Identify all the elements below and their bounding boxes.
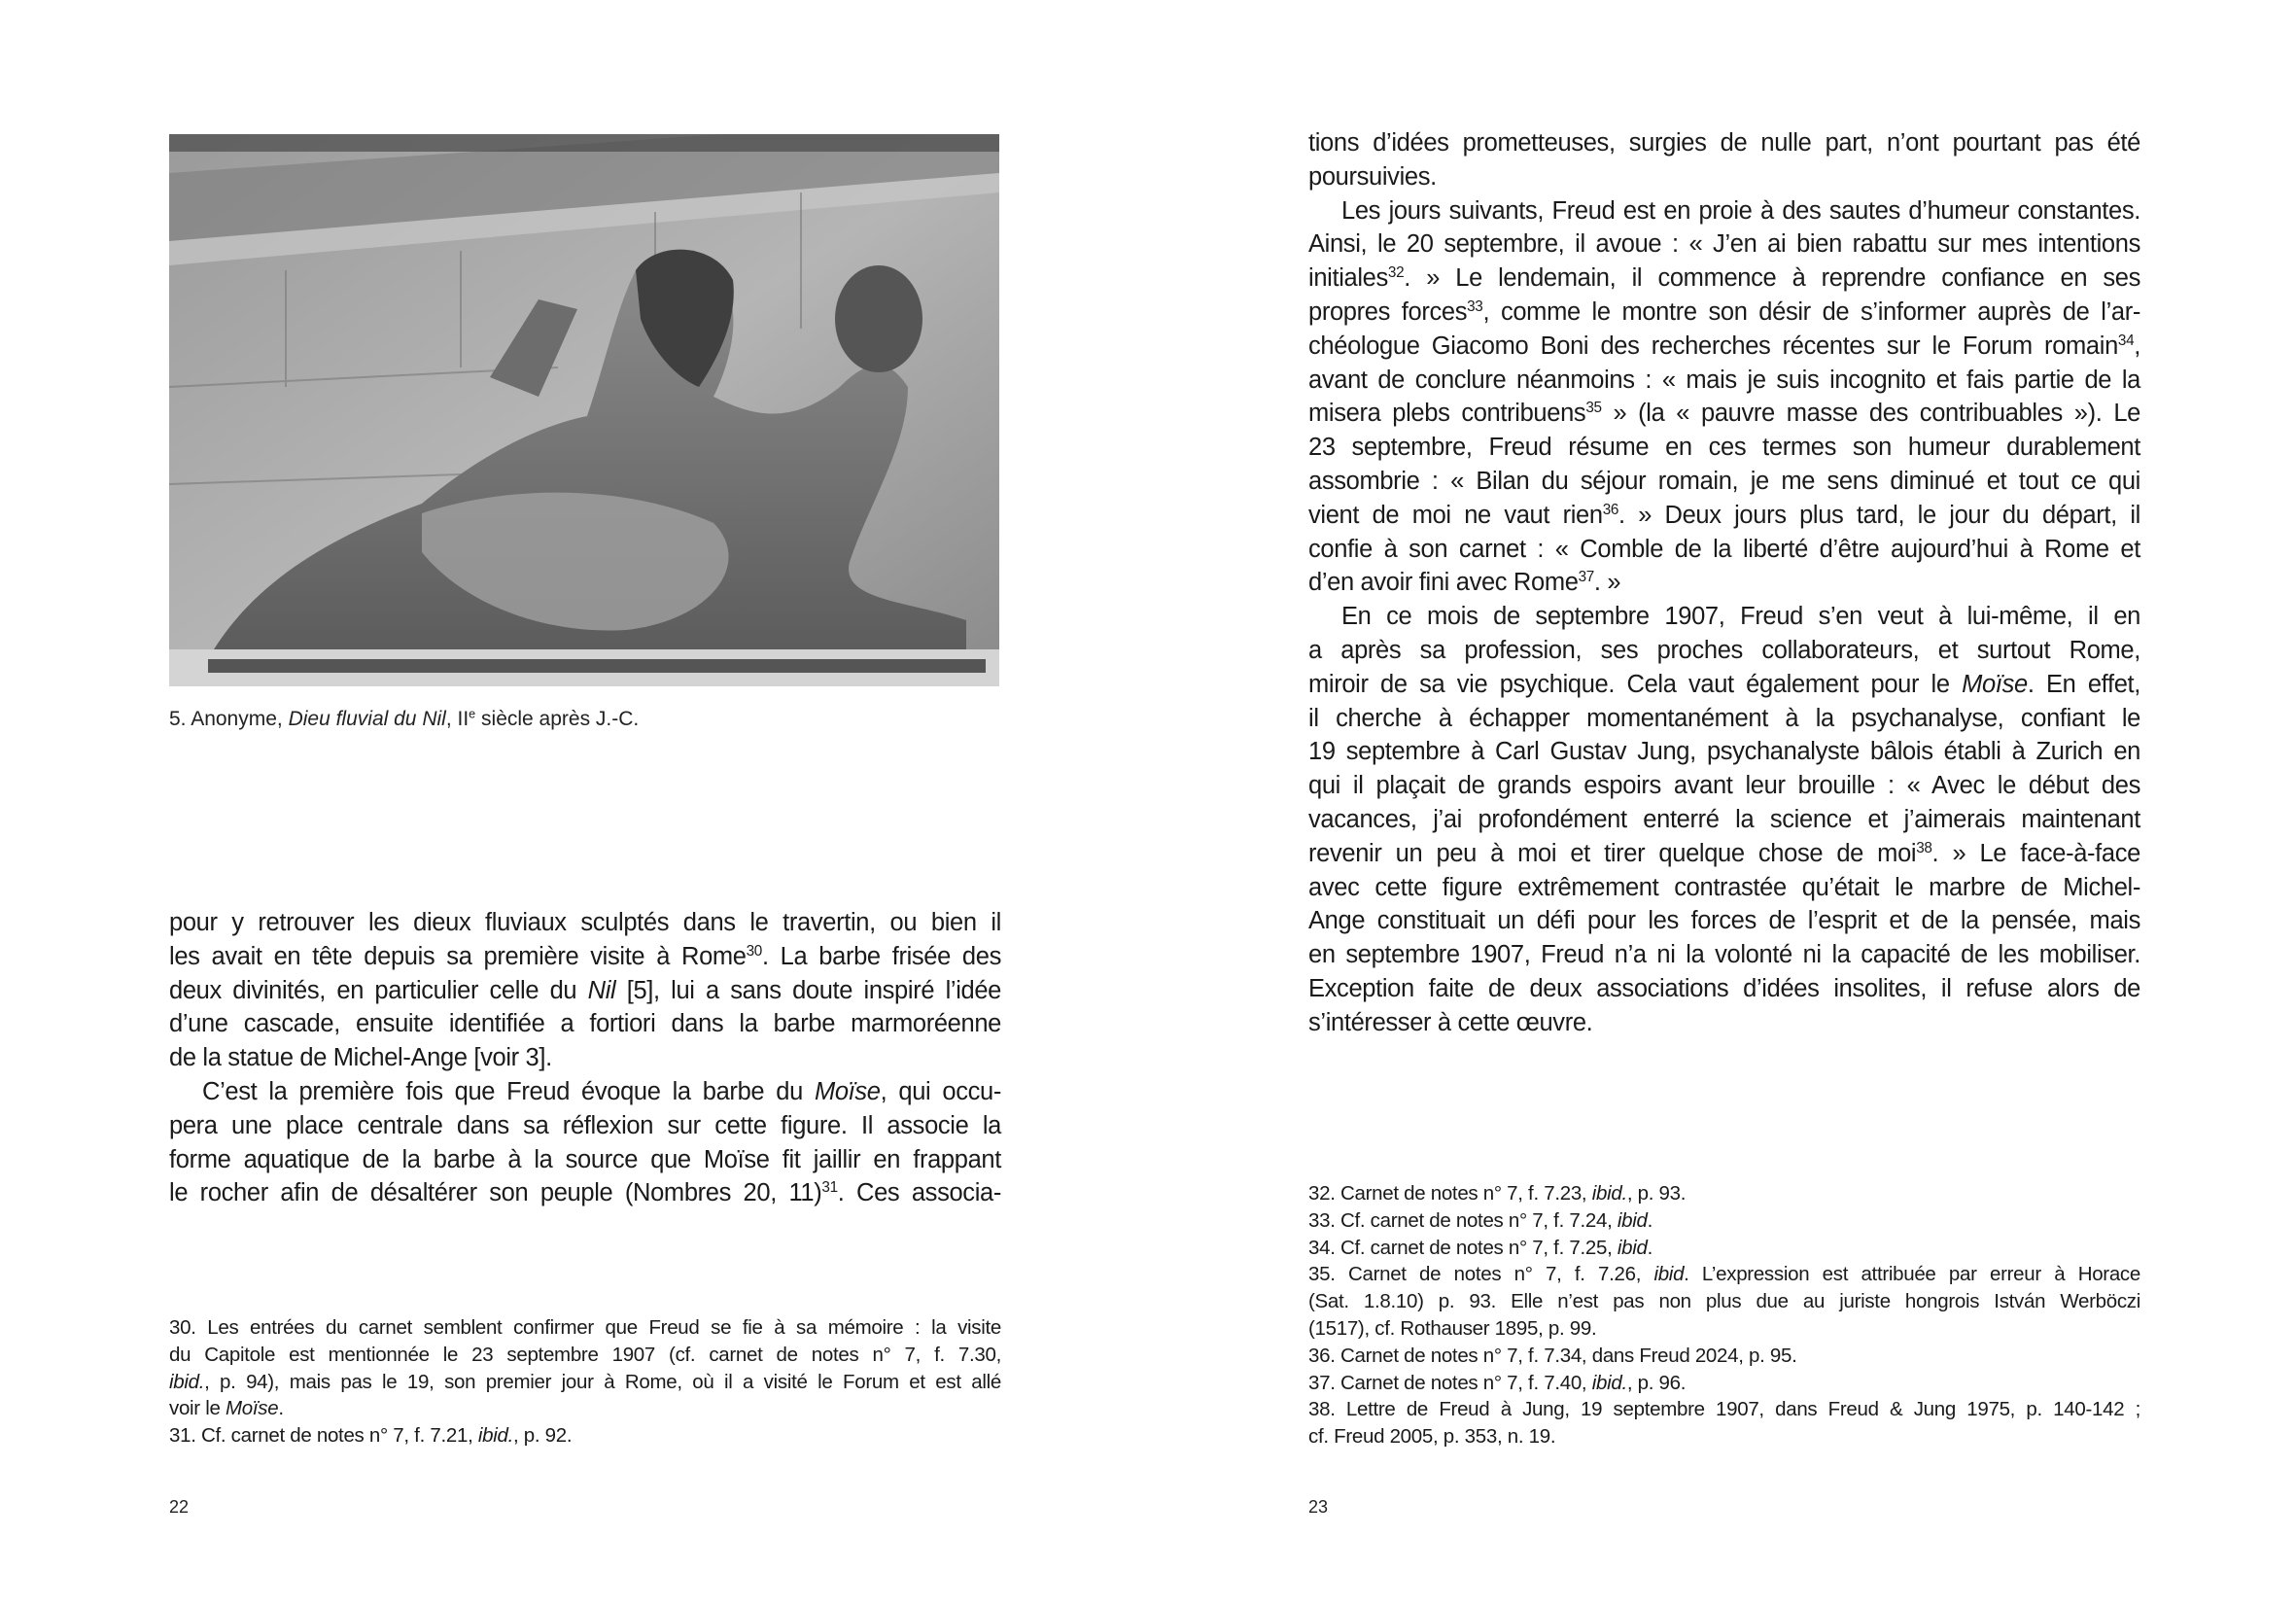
text-line — [1308, 397, 2140, 431]
text-run: 36. Carnet de notes n° 7, f. 7.34, dans Freud 2024, p. 95. — [1308, 1344, 1797, 1367]
text-line — [169, 974, 1001, 1008]
text-line — [1308, 1315, 2140, 1343]
text-run: d’en avoir fini avec Rome — [1308, 569, 1579, 597]
text-line — [1308, 1396, 2140, 1423]
footnote — [1308, 1396, 2140, 1450]
text-line — [1308, 566, 2140, 600]
text-run: . » Le lendemain, il commence à reprendre confiance en ses — [1404, 264, 2140, 293]
footnote — [1308, 1180, 2140, 1207]
text-run: de la statue de Michel-Ange [voir 3]. — [169, 1044, 552, 1072]
text-run: d’une cascade, ensuite identifiée a fortiori dans la barbe marmoréenne — [169, 1010, 1001, 1038]
text-run: 37. Carnet de notes n° 7, f. 7.40, — [1308, 1371, 1592, 1394]
text-run: revenir un peu à moi et tirer quelque chose de moi — [1308, 839, 1917, 867]
italic-text: ibid. — [169, 1370, 205, 1393]
text-run: avant de conclure néanmoins : « mais je suis incognito et fais partie de la — [1308, 366, 2140, 394]
text-run: 19 septembre à Carl Gustav Jung, psychanalyste bâlois établi à Zurich en — [1308, 738, 2140, 766]
text-line — [1308, 330, 2140, 364]
text-run: du Capitole est mentionnée le 23 septembre 1907 (cf. carnet de notes n° 7, f. 7.30, — [169, 1343, 1001, 1366]
footnote-reference: 33 — [1467, 297, 1483, 315]
text-line — [1308, 1006, 2140, 1040]
text-run: qui il plaçait de grands espoirs avant leur brouille : « Avec le début des — [1308, 772, 2140, 800]
text-run: le rocher afin de désaltérer son peuple (Nombres 20, 11) — [169, 1179, 822, 1207]
text-run: Ainsi, le 20 septembre, il avoue : « J’en ai bien rabattu sur mes intentions — [1308, 230, 2140, 259]
text-line — [1308, 972, 2140, 1006]
footnote-reference: 36 — [1602, 501, 1619, 518]
text-run: . » — [1593, 569, 1621, 597]
text-run: voir le — [169, 1397, 226, 1420]
text-run: . L’expression est attribuée par erreur à Horace — [1684, 1263, 2140, 1286]
italic-text: ibid — [1617, 1236, 1648, 1259]
footnote — [169, 1422, 1001, 1450]
text-run: cf. Freud 2005, p. 353, n. 19. — [1308, 1425, 1556, 1449]
text-line — [1308, 126, 2140, 160]
text-line — [1308, 803, 2140, 837]
text-line — [169, 1176, 1001, 1210]
text-run: tions d’idées prometteuses, surgies de nulle part, n’ont pourtant pas été — [1308, 129, 2140, 157]
text-line — [169, 940, 1001, 974]
paragraph — [1308, 194, 2140, 601]
text-run: 35. Carnet de notes n° 7, f. 7.26, — [1308, 1263, 1654, 1286]
text-line — [1308, 904, 2140, 938]
text-line — [169, 1422, 1001, 1450]
text-line — [1308, 1180, 2140, 1207]
footnote — [1308, 1370, 2140, 1397]
text-line — [1308, 735, 2140, 769]
caption-text: , II — [445, 708, 470, 730]
text-run: en septembre 1907, Freud n’a ni la volonté ni la capacité de les mobiliser. — [1308, 941, 2140, 969]
text-line — [1308, 533, 2140, 567]
italic-text: ibid. — [1591, 1371, 1627, 1394]
page-number-left: 22 — [169, 1497, 190, 1517]
left-body-text — [169, 906, 1001, 1210]
caption-superscript: e — [469, 707, 476, 721]
italic-text: Moïse — [814, 1077, 881, 1105]
text-run: , p. 94), mais pas le 19, son premier jour à Rome, où il a visité le Forum et est allé — [204, 1370, 1001, 1393]
footnote-reference: 35 — [1585, 400, 1602, 417]
text-run: . — [1647, 1236, 1652, 1259]
right-footnotes — [1308, 1180, 2140, 1450]
paragraph — [1308, 126, 2140, 194]
text-run: a après sa profession, ses proches collaborateurs, et surtout Rome, — [1308, 636, 2140, 664]
text-line — [1308, 871, 2140, 905]
text-run: il cherche à échapper momentanément à la psychanalyse, confiant le — [1308, 704, 2140, 732]
text-run: , comme le montre son désir de s’informer auprès de l’ar- — [1482, 297, 2140, 326]
text-run: s’intéresser à cette œuvre. — [1308, 1008, 1593, 1036]
text-line — [1308, 1370, 2140, 1397]
text-run: [5], lui a sans doute inspiré l’idée — [615, 976, 1002, 1004]
text-run: . La barbe frisée des — [761, 942, 1001, 970]
text-line — [169, 1007, 1001, 1041]
text-run: . » Deux jours plus tard, le jour du départ, il — [1618, 501, 2140, 529]
text-line — [1308, 634, 2140, 668]
footnote-reference: 34 — [2117, 332, 2135, 349]
text-line — [1308, 702, 2140, 736]
text-run: , p. 96. — [1626, 1371, 1687, 1394]
text-line — [169, 1369, 1001, 1396]
caption-number: 5. Anonyme, — [169, 708, 289, 730]
text-run: chéologue Giacomo Boni des recherches récentes sur le Forum romain — [1308, 332, 2118, 360]
text-run: » (la « pauvre masse des contribuables »). Le — [1601, 400, 2141, 428]
text-run: 32. Carnet de notes n° 7, f. 7.23, — [1308, 1182, 1592, 1205]
italic-text: ibid. — [477, 1424, 513, 1448]
text-line — [1308, 364, 2140, 398]
italic-text: Nil — [587, 976, 616, 1004]
italic-text: ibid — [1617, 1208, 1648, 1232]
text-line — [169, 1143, 1001, 1177]
text-line — [169, 1075, 1001, 1109]
footnote — [1308, 1207, 2140, 1235]
italic-text: ibid — [1653, 1263, 1685, 1286]
text-run: (Sat. 1.8.10) p. 93. Elle n’est pas non plus due au juriste hongrois István Werböczi — [1308, 1290, 2140, 1313]
text-line — [169, 1109, 1001, 1143]
footnote — [1308, 1235, 2140, 1262]
text-run: assombrie : « Bilan du séjour romain, je me sens diminué et tout ce qui — [1308, 467, 2140, 495]
text-run: avec cette figure extrêmement contrastée qu’était le marbre de Michel- — [1308, 873, 2140, 901]
statue-photo-nile-river-god — [169, 134, 999, 686]
text-line — [1308, 1207, 2140, 1235]
text-run: pera une place centrale dans sa réflexion sur cette figure. Il associe la — [169, 1111, 1001, 1139]
text-run: 30. Les entrées du carnet semblent confirmer que Freud se fie à sa mémoire : la visite — [169, 1316, 1001, 1339]
text-line — [1308, 194, 2140, 228]
italic-text: ibid. — [1591, 1182, 1627, 1205]
text-run: pour y retrouver les dieux fluviaux sculptés dans le travertin, ou bien il — [169, 909, 1001, 936]
text-run: . — [1647, 1208, 1652, 1232]
text-line — [169, 1041, 1001, 1075]
text-run: (1517), cf. Rothauser 1895, p. 99. — [1308, 1316, 1597, 1340]
caption-title: Dieu fluvial du Nil — [288, 708, 446, 730]
text-run: poursuivies. — [1308, 162, 1437, 191]
text-run: . Ces associa- — [837, 1179, 1001, 1207]
text-run: miroir de sa vie psychique. Cela vaut également pour le — [1308, 670, 1963, 698]
text-run: 38. Lettre de Freud à Jung, 19 septembre 1907, dans Freud & Jung 1975, p. 140-142 ; — [1308, 1398, 2140, 1421]
text-line — [1308, 465, 2140, 499]
text-run: vient de moi ne vaut rien — [1308, 501, 1603, 529]
text-run: 23 septembre, Freud résume en ces termes son humeur durablement — [1308, 434, 2140, 462]
footnote-reference: 38 — [1916, 839, 1932, 856]
text-run: vacances, j’ai profondément enterré la science et j’aimerais maintenant — [1308, 805, 2140, 833]
text-run: les avait en tête depuis sa première visite à Rome — [169, 942, 747, 970]
caption-text: siècle après J.-C. — [475, 708, 640, 730]
text-run: misera plebs contribuens — [1308, 400, 1586, 428]
text-line — [1308, 296, 2140, 330]
text-line — [1308, 1261, 2140, 1288]
paragraph — [1308, 600, 2140, 1039]
text-line — [1308, 1288, 2140, 1315]
text-run: , p. 92. — [512, 1424, 573, 1448]
text-run: C’est la première fois que Freud évoque la barbe du — [202, 1077, 815, 1105]
text-line — [1308, 668, 2140, 702]
text-run: Les jours suivants, Freud est en proie à des sautes d’humeur constantes. — [1341, 196, 2140, 225]
text-line — [1308, 1423, 2140, 1450]
footnote — [169, 1314, 1001, 1422]
text-line — [1308, 837, 2140, 871]
paragraph — [169, 1075, 1001, 1210]
footnote-reference: 31 — [821, 1179, 838, 1197]
text-line — [1308, 431, 2140, 465]
text-run: , p. 93. — [1626, 1182, 1687, 1205]
text-line — [1308, 227, 2140, 262]
text-line — [1308, 262, 2140, 296]
italic-text: Moïse — [1962, 670, 2028, 698]
text-run: . En effet, — [2027, 670, 2140, 698]
text-run: , — [2134, 332, 2140, 360]
text-run: initiales — [1308, 264, 1388, 293]
text-run: . » Le face-à-face — [1931, 839, 2140, 867]
text-run: 33. Cf. carnet de notes n° 7, f. 7.24, — [1308, 1208, 1618, 1232]
paragraph — [169, 906, 1001, 1075]
text-run: . — [278, 1397, 284, 1420]
right-body-text — [1308, 126, 2140, 1040]
page-number-right: 23 — [1308, 1497, 1329, 1517]
footnote — [1308, 1343, 2140, 1370]
figure-caption — [169, 708, 639, 731]
text-run: Exception faite de deux associations d’idées insolites, il refuse alors de — [1308, 974, 2140, 1002]
text-line — [1308, 600, 2140, 634]
text-line — [1308, 1235, 2140, 1262]
left-footnotes — [169, 1314, 1001, 1450]
footnote-reference: 30 — [746, 942, 762, 960]
text-run: 34. Cf. carnet de notes n° 7, f. 7.25, — [1308, 1236, 1618, 1259]
text-run: Ange constituait un défi pour les forces de l’esprit et de la pensée, mais — [1308, 907, 2140, 935]
footnote-reference: 37 — [1578, 569, 1594, 586]
text-line — [169, 906, 1001, 940]
text-run: confie à son carnet : « Comble de la liberté d’être aujourd’hui à Rome et — [1308, 535, 2140, 563]
text-line — [1308, 769, 2140, 803]
text-line — [169, 1342, 1001, 1369]
text-run: En ce mois de septembre 1907, Freud s’en veut à lui-même, il en — [1341, 603, 2140, 631]
text-line — [1308, 1343, 2140, 1370]
text-line — [1308, 160, 2140, 194]
text-run: propres forces — [1308, 297, 1468, 326]
footnote — [1308, 1261, 2140, 1342]
text-run: deux divinités, en particulier celle du — [169, 976, 588, 1004]
text-line — [169, 1314, 1001, 1342]
footnote-reference: 32 — [1387, 264, 1405, 282]
text-line — [169, 1395, 1001, 1422]
text-run: 31. Cf. carnet de notes n° 7, f. 7.21, — [169, 1424, 478, 1448]
text-line — [1308, 499, 2140, 533]
text-run: forme aquatique de la barbe à la source que Moïse fit jaillir en frappant — [169, 1145, 1001, 1173]
italic-text: Moïse — [225, 1397, 279, 1420]
text-run: , qui occu- — [880, 1077, 1001, 1105]
text-line — [1308, 938, 2140, 972]
